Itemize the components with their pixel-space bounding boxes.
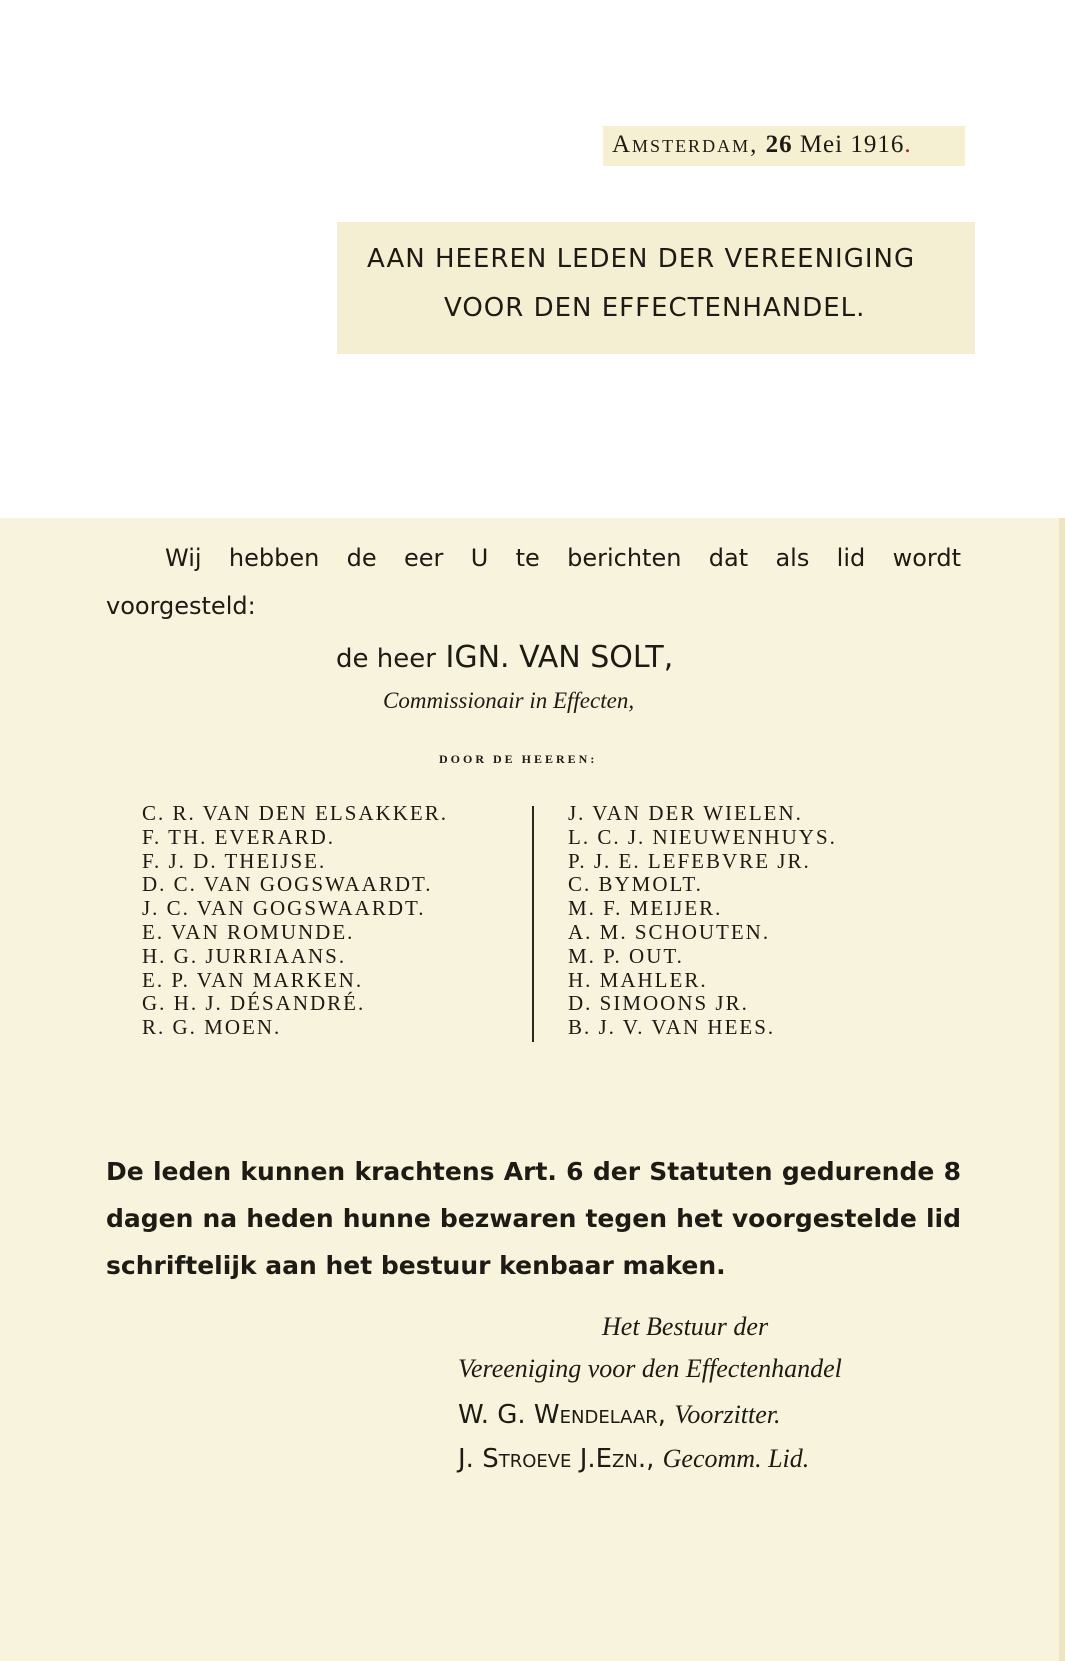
intro-line-2: voorgesteld: xyxy=(106,592,256,620)
signature-chair xyxy=(458,1400,781,1430)
sponsor-name: D. C. VAN GOGSWAARDT. xyxy=(142,872,433,897)
sponsors-heading: DOOR DE HEEREN: xyxy=(439,752,598,766)
intro-word: lid xyxy=(836,544,866,572)
sponsor-name: A. M. SCHOUTEN. xyxy=(568,919,771,944)
sponsor-name: R. G. MOEN. xyxy=(142,1015,282,1040)
sponsor-name: E. P. VAN MARKEN. xyxy=(142,967,364,992)
signature-member xyxy=(458,1444,809,1474)
sponsor-name: E. VAN ROMUNDE. xyxy=(142,919,355,944)
sponsor-name: F. J. D. THEIJSE. xyxy=(142,848,327,873)
signature-board: Het Bestuur der xyxy=(602,1312,769,1341)
sponsor-name: C. R. VAN DEN ELSAKKER. xyxy=(142,801,448,825)
intro-paragraph xyxy=(106,534,961,630)
intro-word: als xyxy=(775,544,810,572)
sponsor-name: G. H. J. DÉSANDRÉ. xyxy=(142,991,366,1016)
sponsor-name: C. BYMOLT. xyxy=(568,872,703,897)
date-period: . xyxy=(904,131,912,158)
date-month-year: Mei 1916 xyxy=(799,131,905,158)
intro-word: te xyxy=(515,544,540,572)
address-line-1: AAN HEEREN LEDEN DER VEREENIGING xyxy=(367,244,916,274)
sponsor-name: M. F. MEIJER. xyxy=(568,896,723,921)
sponsor-name: J. C. VAN GOGSWAARDT. xyxy=(142,896,426,921)
sponsor-name: D. SIMOONS JR. xyxy=(568,991,749,1016)
signature-association: Vereeniging voor den Effectenhandel xyxy=(458,1354,842,1383)
sponsor-name: H. G. JURRIAANS. xyxy=(142,943,347,968)
intro-word: U xyxy=(470,544,489,572)
candidate-prefix: de heer xyxy=(336,644,436,674)
date-line xyxy=(612,131,912,159)
sponsor-name: P. J. E. LEFEBVRE JR. xyxy=(568,848,811,873)
member-name: J. Stroeve J.Ezn., xyxy=(458,1444,655,1474)
candidate-line xyxy=(336,640,673,675)
statute-paragraph: De leden kunnen krachtens Art. 6 der Statuten gedurende 8 dagen na heden hunne bezwaren tegen het voorgestelde lid schriftelijk aan het bestuur kenbaar maken. xyxy=(106,1157,961,1280)
faded-stamp xyxy=(747,1056,831,1134)
intro-line-1 xyxy=(106,534,961,582)
column-divider xyxy=(532,806,534,1042)
intro-word: de xyxy=(346,544,377,572)
intro-word: hebben xyxy=(228,544,320,572)
sponsors-right-column xyxy=(568,802,837,1040)
member-title: Gecomm. Lid. xyxy=(662,1444,810,1473)
intro-word: dat xyxy=(708,544,749,572)
sponsor-name: H. MAHLER. xyxy=(568,967,708,992)
sponsor-name: B. J. V. VAN HEES. xyxy=(568,1015,776,1040)
sponsor-name: L. C. J. NIEUWENHUYS. xyxy=(568,824,837,849)
sponsor-name: F. TH. EVERARD. xyxy=(142,824,336,849)
date-day: 26 xyxy=(765,131,793,158)
date-place: Amsterdam, xyxy=(612,131,759,158)
chair-name: W. G. Wendelaar, xyxy=(458,1400,667,1430)
intro-word: eer xyxy=(403,544,444,572)
intro-word: Wij xyxy=(165,544,202,572)
address-line-2: VOOR DEN EFFECTENHANDEL. xyxy=(444,293,866,323)
address-strip xyxy=(337,222,975,354)
sponsors-left-column xyxy=(142,802,448,1040)
sponsor-name: J. VAN DER WIELEN. xyxy=(568,801,803,825)
candidate-profession: Commissionair in Effecten, xyxy=(383,688,635,713)
candidate-name: IGN. VAN SOLT, xyxy=(445,640,674,675)
sponsor-name: M. P. OUT. xyxy=(568,943,684,968)
intro-word: berichten xyxy=(567,544,682,572)
chair-title: Voorzitter. xyxy=(674,1400,781,1429)
intro-word: wordt xyxy=(892,544,961,572)
